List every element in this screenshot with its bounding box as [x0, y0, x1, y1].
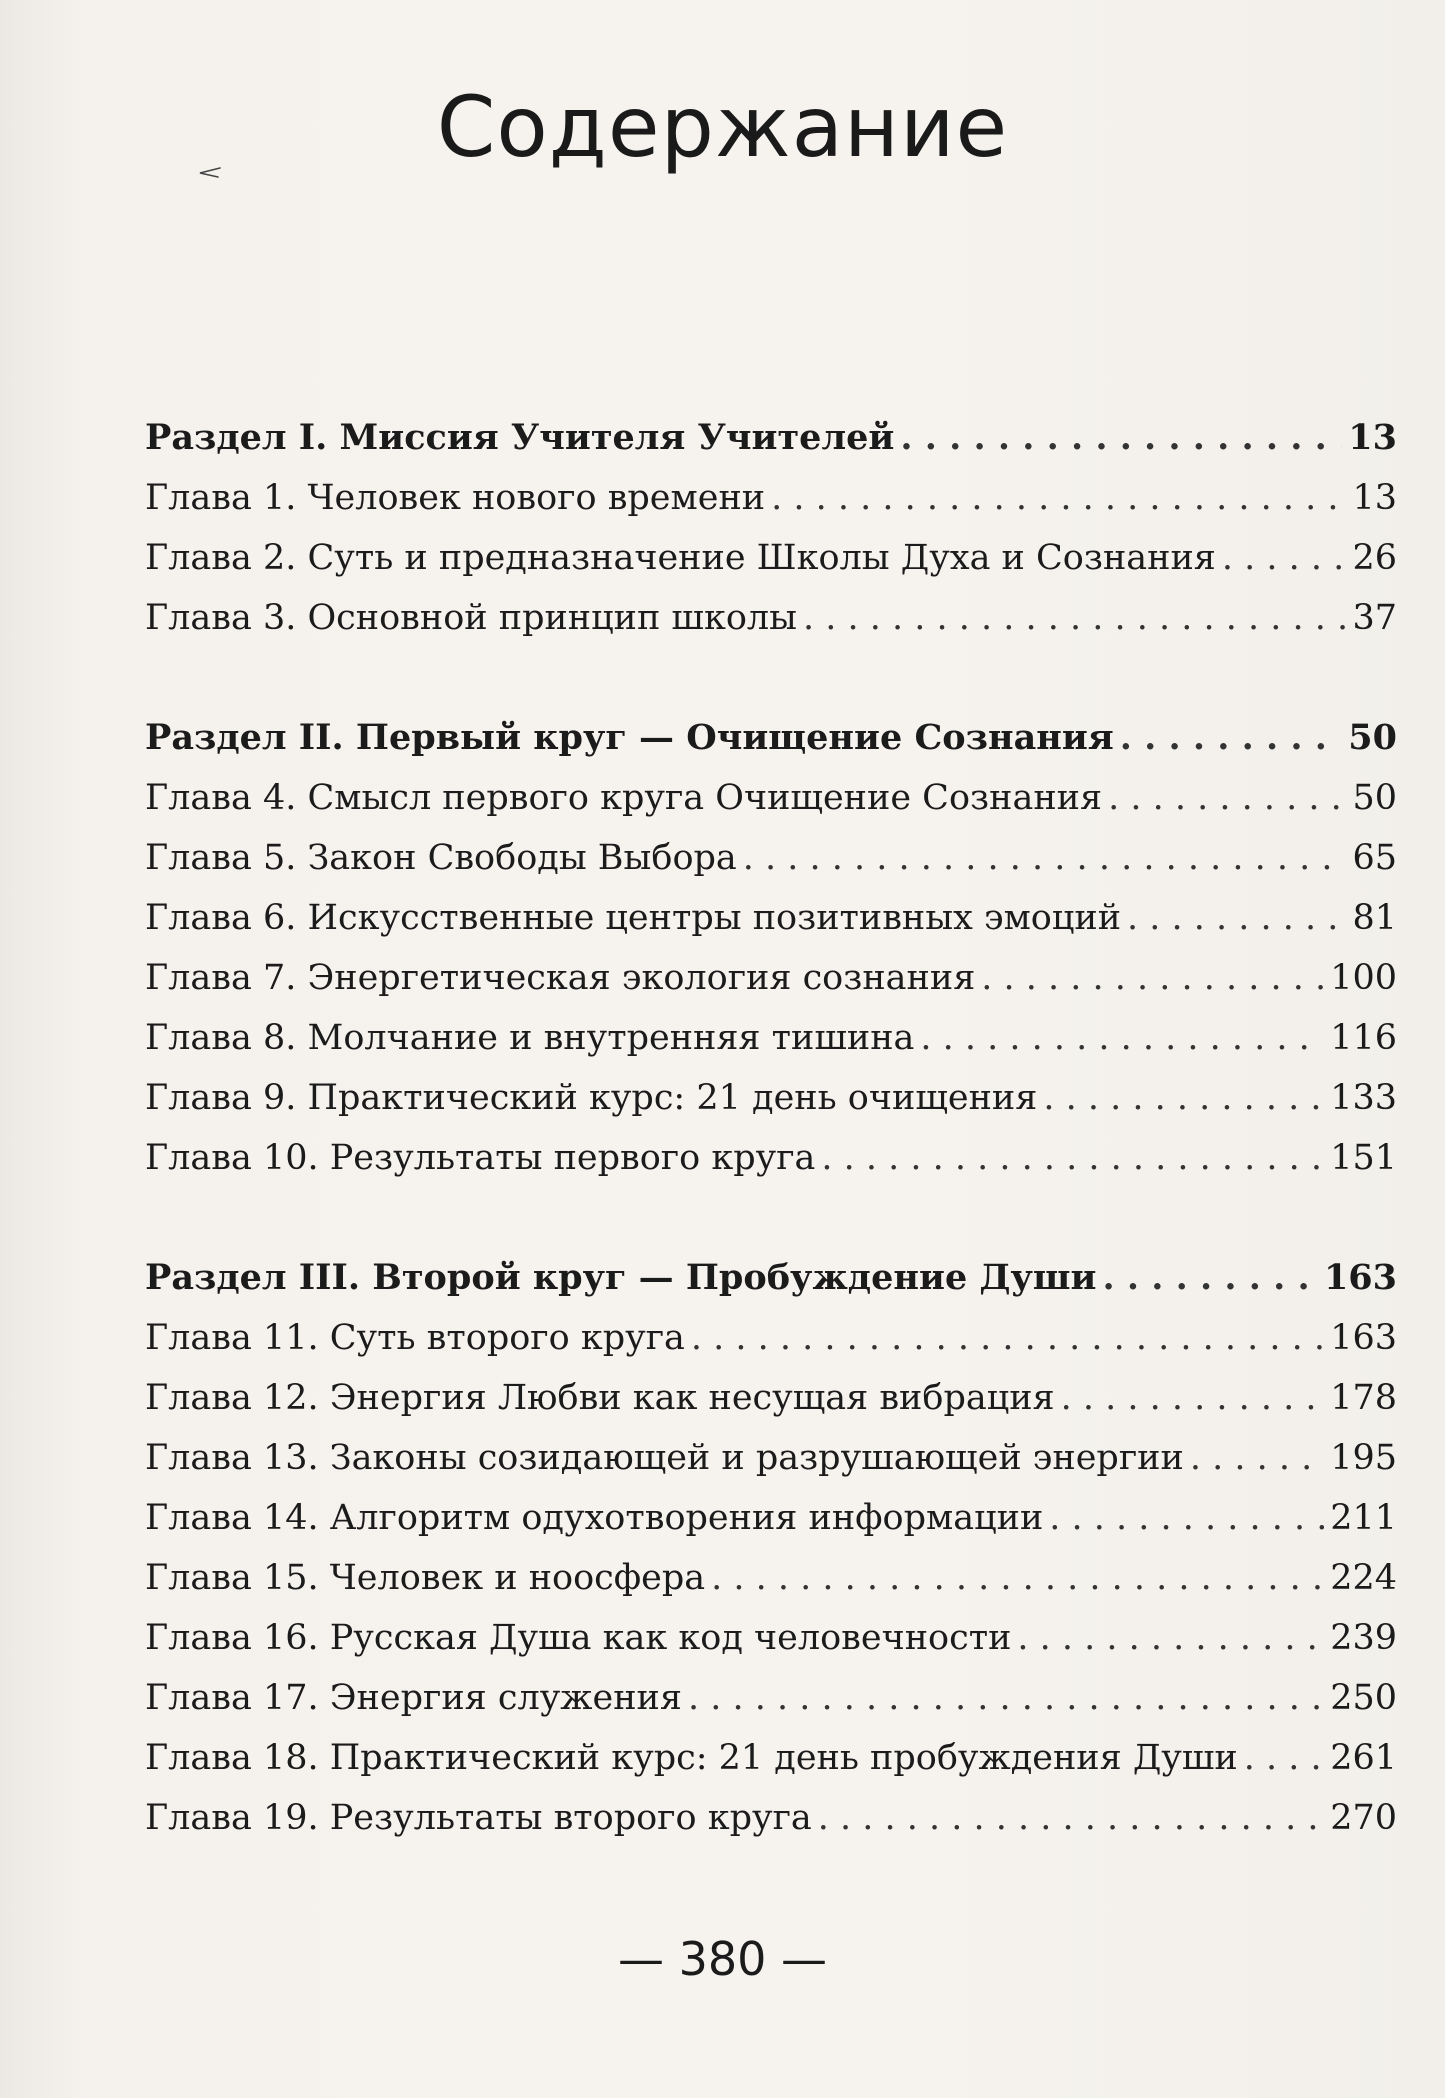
toc-section-3[interactable]	[145, 1248, 1397, 1308]
table-of-contents	[145, 408, 1397, 1848]
toc-chapter-7[interactable]	[145, 948, 1397, 1008]
toc-page-number: 26	[1352, 538, 1397, 578]
toc-chapter-label: Глава 14. Алгоритм одухотворения информации	[145, 1498, 1044, 1538]
toc-chapter-label: Глава 12. Энергия Любви как несущая вибрация	[145, 1378, 1055, 1418]
toc-chapter-label: Глава 6. Искусственные центры позитивных эмоций	[145, 898, 1122, 938]
toc-leader-dots	[1043, 1068, 1324, 1128]
toc-leader-dots	[981, 948, 1324, 1008]
toc-leader-dots	[920, 1008, 1324, 1068]
toc-section-label: Раздел III. Второй круг — Пробуждение Души	[145, 1257, 1097, 1298]
toc-page-number: 195	[1330, 1438, 1397, 1478]
toc-chapter-label: Глава 18. Практический курс: 21 день пробуждения Души	[145, 1738, 1238, 1778]
toc-chapter-label: Глава 10. Результаты первого круга	[145, 1138, 816, 1178]
toc-leader-dots	[1190, 1428, 1324, 1488]
toc-leader-dots	[711, 1548, 1324, 1608]
toc-page-number: 239	[1330, 1618, 1397, 1658]
toc-chapter-8[interactable]	[145, 1008, 1397, 1068]
toc-chapter-9[interactable]	[145, 1068, 1397, 1128]
toc-leader-dots	[818, 1788, 1324, 1848]
toc-leader-dots	[1120, 708, 1343, 768]
toc-chapter-3[interactable]	[145, 588, 1397, 648]
toc-page-number: 50	[1352, 778, 1397, 818]
toc-chapter-15[interactable]	[145, 1548, 1397, 1608]
toc-chapter-label: Глава 15. Человек и ноосфера	[145, 1558, 706, 1598]
toc-leader-dots	[1061, 1368, 1325, 1428]
pen-mark-icon	[196, 166, 222, 180]
toc-page-number: 100	[1330, 958, 1397, 998]
toc-leader-dots	[743, 828, 1347, 888]
toc-leader-dots	[1108, 768, 1346, 828]
toc-chapter-label: Глава 2. Суть и предназначение Школы Духа и Сознания	[145, 538, 1216, 578]
toc-page-number: 163	[1330, 1318, 1397, 1358]
page-number-footer: — 380 —	[617, 1932, 828, 1986]
toc-page-number: 133	[1330, 1078, 1397, 1118]
toc-leader-dots	[688, 1668, 1324, 1728]
toc-page-number: 65	[1352, 838, 1397, 878]
toc-page-number: 50	[1348, 717, 1397, 758]
toc-chapter-label: Глава 19. Результаты второго круга	[145, 1798, 812, 1838]
toc-leader-dots	[900, 408, 1342, 468]
toc-chapter-label: Глава 17. Энергия служения	[145, 1678, 682, 1718]
toc-leader-dots	[803, 588, 1346, 648]
toc-leader-dots	[1127, 888, 1346, 948]
toc-page-number: 13	[1352, 478, 1397, 518]
toc-chapter-label: Глава 1. Человек нового времени	[145, 478, 766, 518]
toc-chapter-1[interactable]	[145, 468, 1397, 528]
toc-leader-dots	[691, 1308, 1324, 1368]
toc-page-number: 261	[1330, 1738, 1397, 1778]
toc-page-number: 116	[1330, 1018, 1397, 1058]
toc-page-number: 178	[1330, 1378, 1397, 1418]
toc-page-number: 81	[1352, 898, 1397, 938]
toc-chapter-4[interactable]	[145, 768, 1397, 828]
toc-chapter-18[interactable]	[145, 1728, 1397, 1788]
toc-section-1[interactable]	[145, 408, 1397, 468]
toc-chapter-label: Глава 5. Закон Свободы Выбора	[145, 838, 737, 878]
toc-page-number: 224	[1330, 1558, 1397, 1598]
toc-chapter-5[interactable]	[145, 828, 1397, 888]
toc-page-number: 250	[1330, 1678, 1397, 1718]
toc-chapter-16[interactable]	[145, 1608, 1397, 1668]
toc-chapter-label: Глава 9. Практический курс: 21 день очищения	[145, 1078, 1038, 1118]
toc-page-number: 13	[1348, 417, 1397, 458]
toc-chapter-label: Глава 11. Суть второго круга	[145, 1318, 685, 1358]
toc-leader-dots	[1244, 1728, 1324, 1788]
toc-page-number: 211	[1330, 1498, 1397, 1538]
toc-section-2[interactable]	[145, 708, 1397, 768]
toc-leader-dots	[771, 468, 1346, 528]
toc-page-number: 151	[1330, 1138, 1397, 1178]
toc-leader-dots	[1017, 1608, 1324, 1668]
toc-chapter-label: Глава 8. Молчание и внутренняя тишина	[145, 1018, 915, 1058]
toc-chapter-label: Глава 3. Основной принцип школы	[145, 598, 797, 638]
toc-chapter-6[interactable]	[145, 888, 1397, 948]
toc-chapter-label: Глава 7. Энергетическая экология сознания	[145, 958, 976, 998]
toc-chapter-label: Глава 16. Русская Душа как код человечности	[145, 1618, 1012, 1658]
toc-chapter-10[interactable]	[145, 1128, 1397, 1188]
toc-leader-dots	[1049, 1488, 1324, 1548]
toc-chapter-label: Глава 13. Законы созидающей и разрушающей энергии	[145, 1438, 1184, 1478]
toc-chapter-19[interactable]	[145, 1788, 1397, 1848]
toc-section-label: Раздел II. Первый круг — Очищение Сознания	[145, 717, 1114, 758]
toc-chapter-11[interactable]	[145, 1308, 1397, 1368]
toc-chapter-17[interactable]	[145, 1668, 1397, 1728]
toc-chapter-label: Глава 4. Смысл первого круга Очищение Сознания	[145, 778, 1103, 818]
toc-page-number: 37	[1352, 598, 1397, 638]
toc-chapter-12[interactable]	[145, 1368, 1397, 1428]
toc-page-number: 270	[1330, 1798, 1397, 1838]
toc-section-label: Раздел I. Миссия Учителя Учителей	[145, 417, 895, 458]
toc-chapter-14[interactable]	[145, 1488, 1397, 1548]
toc-chapter-2[interactable]	[145, 528, 1397, 588]
toc-chapter-13[interactable]	[145, 1428, 1397, 1488]
toc-page-number: 163	[1323, 1257, 1397, 1298]
toc-leader-dots	[1222, 528, 1347, 588]
page-title: Содержание	[436, 78, 1009, 176]
toc-leader-dots	[1103, 1248, 1318, 1308]
toc-leader-dots	[821, 1128, 1324, 1188]
